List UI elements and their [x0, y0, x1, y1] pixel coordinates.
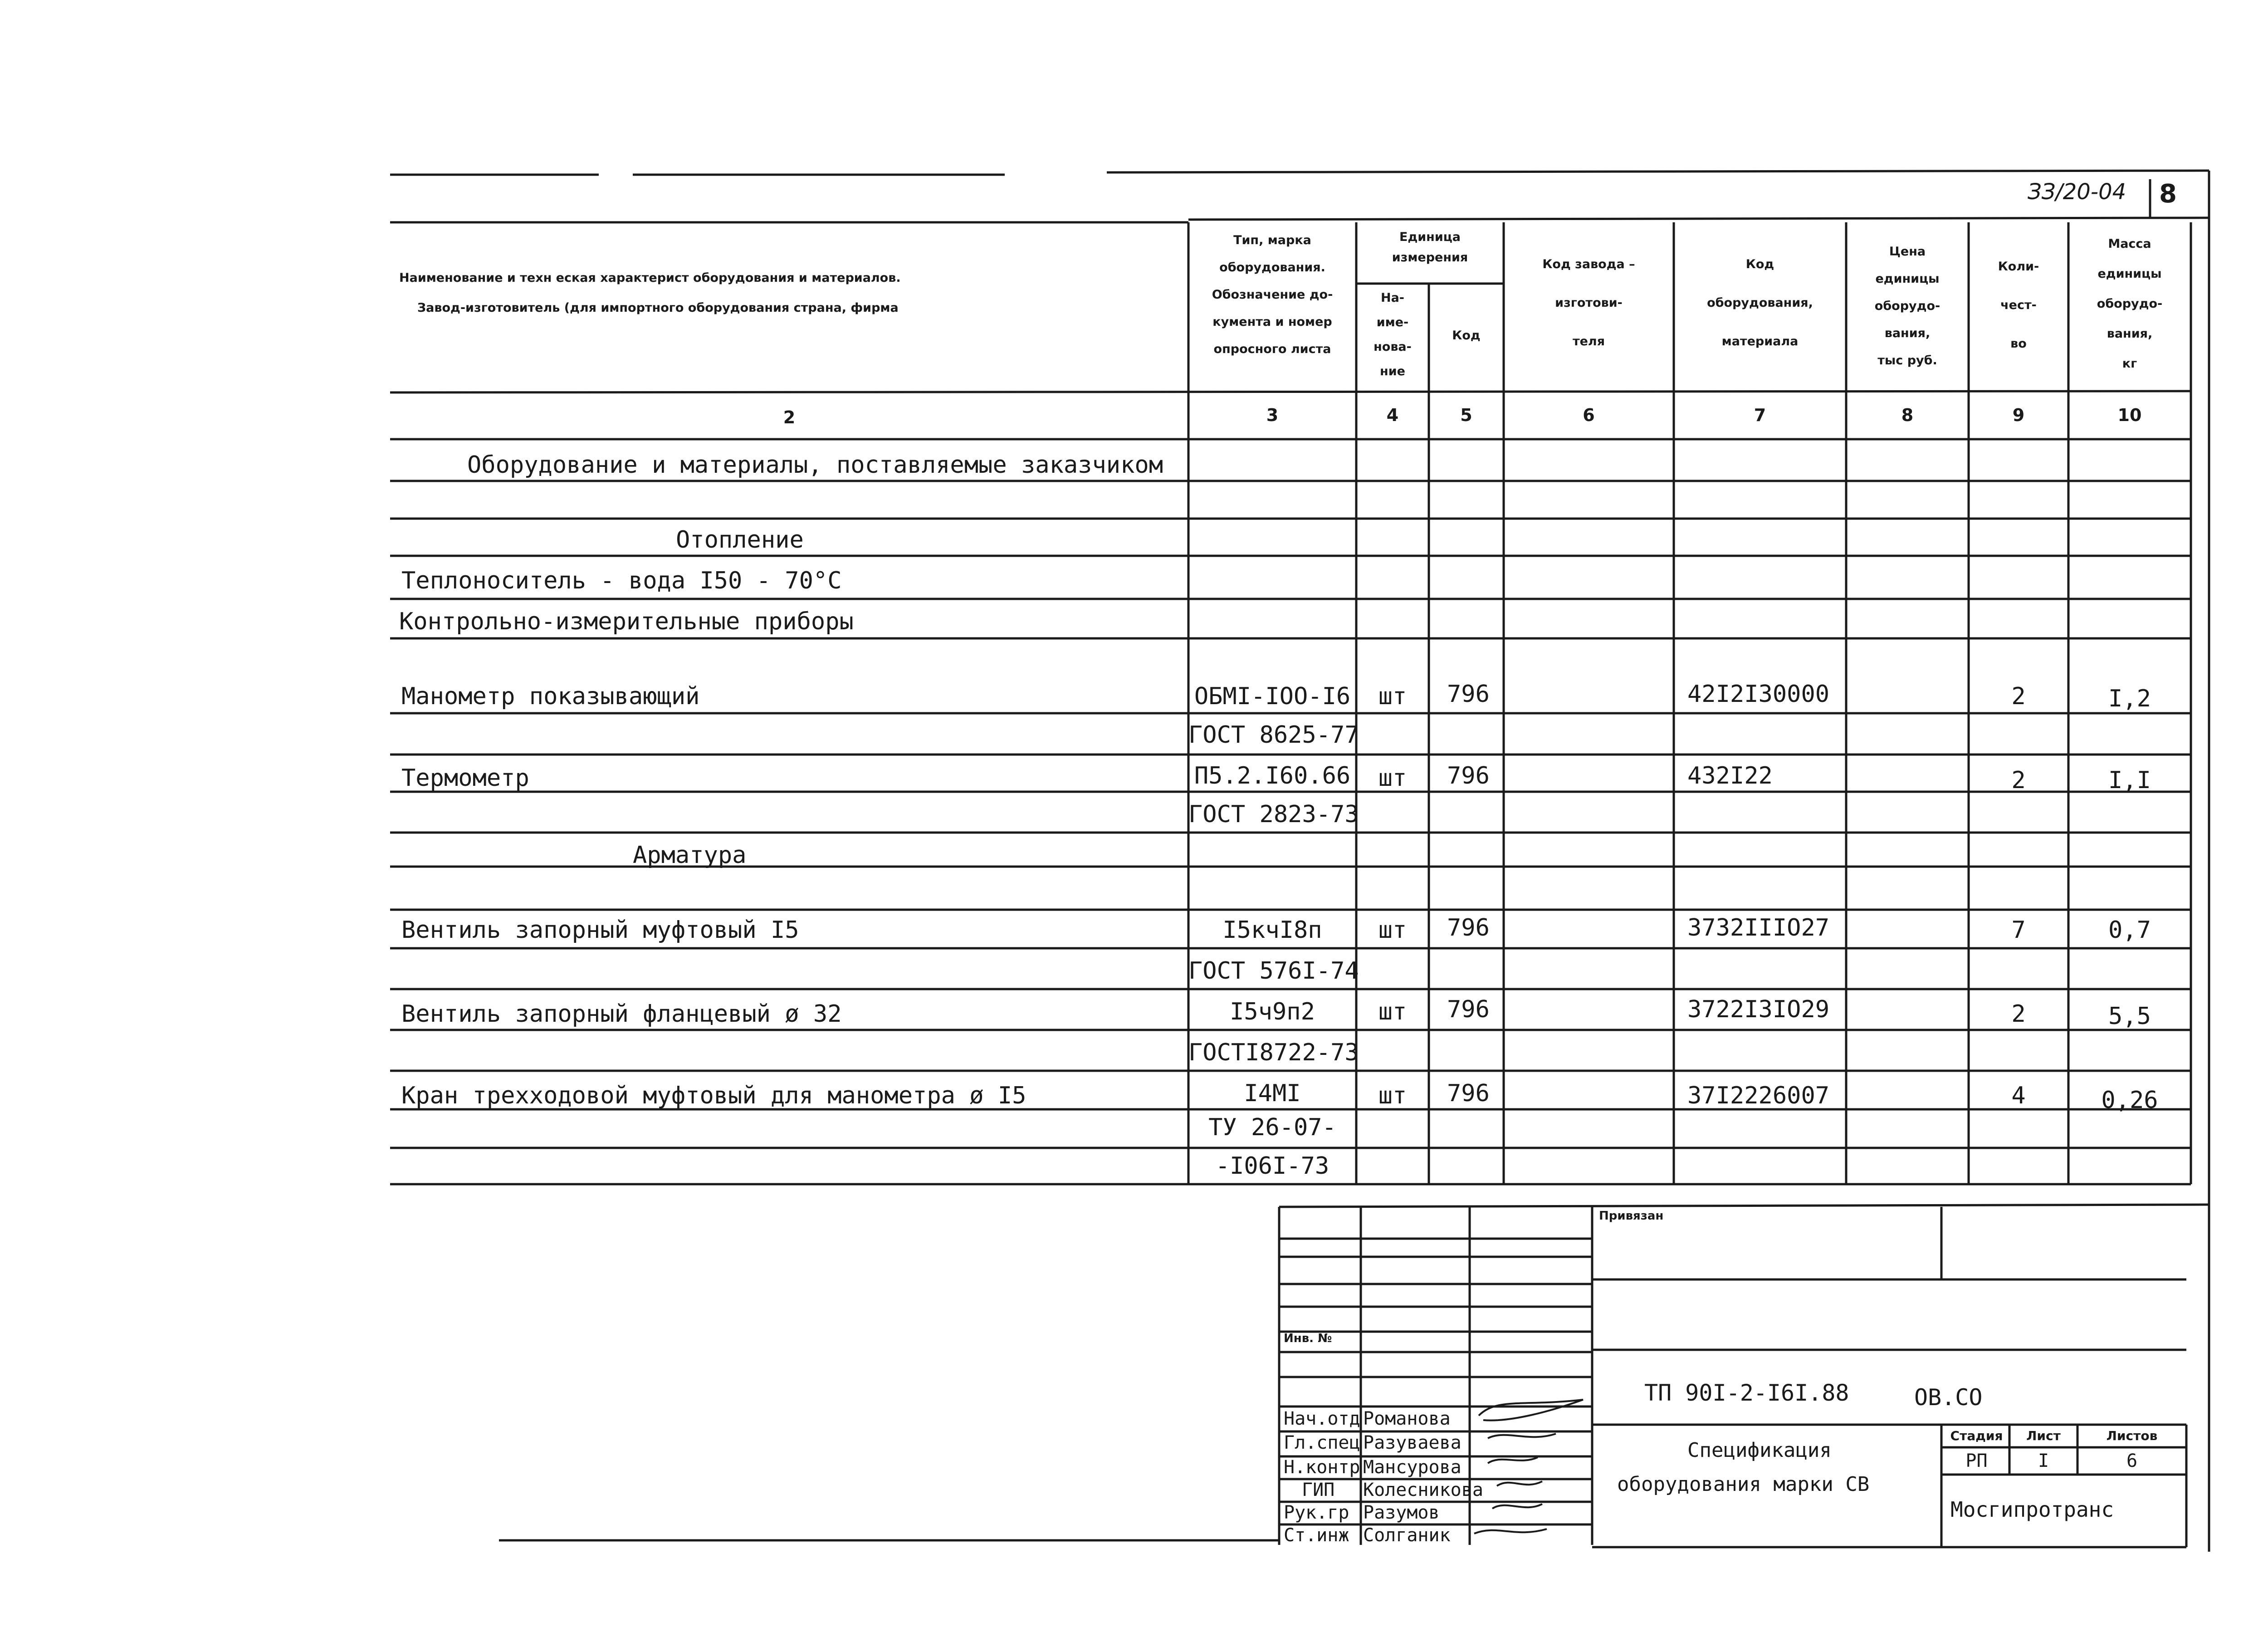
stamp-inv-label: Инв. №	[1284, 1332, 1332, 1345]
header-mass-line4: вания,	[2107, 327, 2153, 341]
row-heating-title: Отопление	[676, 526, 804, 554]
stamp-sheets: 6	[2126, 1451, 2138, 1471]
header-type-line2: оборудования.	[1219, 260, 1325, 274]
row-valve-flange-name: Вентиль запорный фланцевый ø 32	[401, 1000, 842, 1028]
header-maker-code-col	[1504, 245, 1674, 361]
stamp-person-4: Колесникова	[1363, 1480, 1483, 1500]
header-price-col	[1846, 238, 1969, 374]
row-valve-flange-mass: 5,5	[2108, 1003, 2151, 1030]
row-cock-ucode: 796	[1447, 1080, 1490, 1107]
stamp-stage: РП	[1965, 1451, 1988, 1471]
row-thermometer-mass: I,I	[2108, 767, 2151, 794]
sheet-number	[2159, 179, 2204, 216]
header-qty-line1: Коли-	[1998, 260, 2039, 274]
stamp-person-2: Разуваева	[1363, 1432, 1461, 1453]
row-thermometer-name: Термометр	[401, 764, 529, 792]
row-manometer-gost: ГОСТ 8625-77	[1188, 721, 1359, 749]
header-name-line2: Завод-изготовитель (для импортного оборудования страна, фирма	[417, 301, 899, 315]
row-valve-muff-unit: шт	[1378, 916, 1407, 944]
header-unit-name-line3: нова-	[1374, 340, 1412, 354]
row-cock-qty: 4	[2011, 1082, 2026, 1109]
row-valve-muff-gost: ГОСТ 576I-74	[1188, 957, 1359, 985]
header-unit-name-line4: ние	[1380, 364, 1405, 378]
stamp-role-5: Рук.гр	[1284, 1502, 1349, 1523]
row-cock-mass: 0,26	[2101, 1087, 2158, 1114]
doc-code-text: ЗЗ/20-04	[2028, 179, 2126, 205]
stamp-person-6: Солганик	[1363, 1525, 1451, 1546]
row-coolant: Теплоноситель - вода I50 - 70°С	[401, 567, 842, 594]
header-name-line1: Наименование и техн еская характерист оборудования и материалов.	[399, 271, 901, 285]
header-mass-col	[2068, 229, 2191, 379]
row-manometer-eqcode: 42I2I30000	[1687, 681, 1830, 708]
row-manometer-unit: шт	[1378, 683, 1407, 710]
header-qty-line2: чест-	[2000, 298, 2037, 312]
row-manometer-type: ОБМI-IOO-I6	[1194, 683, 1351, 710]
row-valve-muff-name: Вентиль запорный муфтовый I5	[401, 916, 799, 944]
stamp-bound-label: Привязан	[1599, 1209, 1664, 1223]
header-unit-group	[1356, 222, 1504, 268]
row-cock-type: I4MI	[1244, 1080, 1301, 1107]
header-eqcode-line3: материала	[1721, 334, 1799, 348]
header-unit-line2: измерения	[1392, 250, 1468, 265]
row-manometer-name: Манометр показывающий	[401, 683, 700, 710]
row-cock-tu-1: ТУ 26-07-	[1208, 1114, 1336, 1141]
header-qty-line3: во	[2010, 337, 2027, 351]
colnum-7: 7	[1754, 405, 1766, 425]
stamp-stage-label: Стадия	[1950, 1428, 2003, 1443]
header-equipment-code-col	[1674, 245, 1846, 361]
row-manometer-ucode: 796	[1447, 681, 1490, 708]
header-unit-name-col	[1356, 286, 1429, 384]
row-cock-eqcode: 37I2226007	[1687, 1082, 1830, 1109]
sheet-number-text: 8	[2159, 179, 2177, 209]
row-cock-name: Кран трехходовой муфтовый для манометра ø I5	[401, 1082, 1026, 1109]
stamp-person-3: Мансурова	[1363, 1457, 1461, 1478]
row-valve-muff-type: I5кчI8п	[1222, 916, 1322, 944]
stamp-role-2: Гл.спец	[1284, 1432, 1360, 1453]
row-valve-muff-qty: 7	[2011, 916, 2026, 944]
header-type-line4: кумента и номер	[1212, 315, 1332, 329]
colnum-4: 4	[1386, 405, 1399, 425]
row-thermometer-gost: ГОСТ 2823-73	[1188, 801, 1359, 828]
header-unit-code-col	[1429, 322, 1504, 349]
stamp-sheet-label: Лист	[2026, 1428, 2061, 1443]
header-type-line3: Обозначение до-	[1212, 288, 1333, 302]
signature-scribbles	[1470, 1379, 1592, 1547]
header-price-line5: тыс руб.	[1877, 353, 1937, 368]
header-maker-line3: теля	[1572, 334, 1605, 348]
row-thermometer-type: П5.2.I60.66	[1194, 762, 1351, 789]
header-unit-name-line2: име-	[1376, 315, 1409, 329]
header-eqcode-line1: Код	[1745, 257, 1774, 271]
header-price-line4: вания,	[1884, 326, 1931, 340]
document-code	[2028, 179, 2146, 216]
stamp-role-1: Нач.отд	[1284, 1408, 1360, 1429]
colnum-10: 10	[2117, 405, 2142, 425]
row-valve-flange-type: I5ч9п2	[1230, 998, 1315, 1025]
row-valve-muff-ucode: 796	[1447, 914, 1490, 941]
header-mass-line3: оборудо-	[2097, 297, 2163, 311]
row-section-title: Оборудование и материалы, поставляемые заказчиком	[467, 451, 1163, 479]
header-type-col	[1188, 227, 1356, 363]
header-unit-line1: Единица	[1399, 230, 1461, 244]
row-valve-flange-qty: 2	[2011, 1000, 2026, 1028]
header-price-line2: единицы	[1875, 272, 1940, 286]
row-valve-flange-gost: ГОСТI8722-73	[1188, 1039, 1359, 1066]
colnum-5: 5	[1460, 405, 1472, 425]
header-mass-line5: кг	[2122, 357, 2137, 371]
row-cock-unit: шт	[1378, 1082, 1407, 1109]
colnum-2: 2	[783, 407, 796, 427]
header-type-line1: Тип, марка	[1233, 233, 1311, 247]
header-type-line5: опросного листа	[1213, 342, 1331, 356]
header-unit-code: Код	[1452, 328, 1481, 343]
row-thermometer-unit: шт	[1378, 764, 1407, 792]
stamp-person-5: Разумов	[1363, 1502, 1440, 1523]
row-cock-tu-2: -I06I-73	[1215, 1152, 1330, 1180]
row-manometer-mass: I,2	[2108, 685, 2151, 712]
row-valve-flange-ucode: 796	[1447, 996, 1490, 1023]
row-valve-muff-mass: 0,7	[2108, 916, 2151, 944]
stamp-sheet: I	[2038, 1451, 2049, 1471]
stamp-sheets-label: Листов	[2106, 1428, 2158, 1443]
header-name-col	[399, 263, 1179, 323]
header-price-line1: Цена	[1889, 245, 1926, 259]
row-thermometer-qty: 2	[2011, 767, 2026, 794]
header-price-line3: оборудо-	[1874, 299, 1941, 313]
colnum-3: 3	[1266, 405, 1279, 425]
stamp-title-line2: оборудования марки СВ	[1617, 1473, 1870, 1496]
stamp-organization: Мосгипротранс	[1950, 1497, 2114, 1522]
colnum-9: 9	[2012, 405, 2025, 425]
stamp-title-line1: Спецификация	[1687, 1439, 1832, 1462]
header-maker-line1: Код завода –	[1542, 257, 1635, 271]
row-valve-muff-eqcode: 3732IIIO27	[1687, 914, 1830, 941]
row-fittings-title: Арматура	[633, 842, 747, 869]
header-eqcode-line2: оборудования,	[1707, 296, 1813, 310]
header-mass-line2: единицы	[2097, 267, 2162, 281]
colnum-6: 6	[1583, 405, 1595, 425]
header-qty-col	[1969, 247, 2068, 363]
stamp-project-code: ТП 90I-2-I6I.88	[1644, 1380, 1849, 1406]
header-mass-line1: Масса	[2108, 237, 2151, 251]
row-valve-flange-eqcode: 3722I3IO29	[1687, 996, 1830, 1023]
stamp-section: ОВ.СО	[1914, 1384, 1983, 1411]
colnum-8: 8	[1901, 405, 1914, 425]
row-thermometer-eqcode: 432I22	[1687, 762, 1773, 789]
row-manometer-qty: 2	[2011, 683, 2026, 710]
stamp-person-1: Романова	[1363, 1408, 1451, 1429]
row-instruments-title: Контрольно-измерительные приборы	[399, 608, 854, 635]
row-valve-flange-unit: шт	[1378, 998, 1407, 1025]
stamp-role-3: Н.контр	[1284, 1457, 1360, 1478]
stamp-role-4: ГИП	[1302, 1480, 1335, 1500]
row-thermometer-ucode: 796	[1447, 762, 1490, 789]
header-maker-line2: изготови-	[1555, 296, 1623, 310]
stamp-role-6: Ст.инж	[1284, 1525, 1349, 1546]
header-unit-name-line1: На-	[1380, 291, 1405, 305]
